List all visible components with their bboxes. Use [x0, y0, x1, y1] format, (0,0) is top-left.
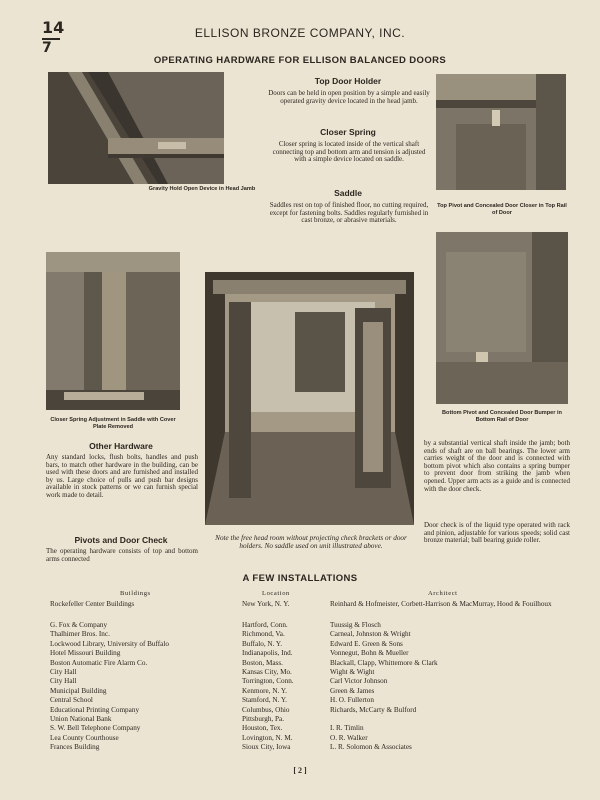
list-item: [330, 715, 560, 724]
text-closer-spring: Closer spring is located inside of the vertical shaft connecting top and bottom arm and tension is adjusted with a simple device located on saddle.: [272, 140, 426, 164]
text-pivots-door-check: The operating hardware consists of top and bottom arms connected: [46, 547, 198, 563]
list-item: Edward E. Green & Sons: [330, 639, 403, 648]
caption-gravity-hold: Gravity Hold Open Device in Head Jamb: [148, 186, 256, 192]
list-item: Houston, Tex.: [242, 724, 283, 733]
list-item: O. R. Walker: [330, 733, 368, 742]
list-item: Hotel Missouri Building: [50, 649, 121, 658]
list-item: Frances Building: [50, 743, 100, 752]
list-item: I. R. Timlin: [330, 724, 364, 733]
photo-center-doorway: [205, 272, 414, 525]
list-item: Indianapolis, Ind.: [242, 649, 293, 658]
text-right-continuation: by a substantial vertical shaft inside the jamb; both ends of shaft are on ball bearings. The lower arm carries weight of the door and is connected with bottom pivot which also contains a spring bumper to prevent door from striking the jamb when opened. Upper arm acts as a guide and is connected with the door check.: [424, 439, 570, 493]
list-item: Stamford, N. Y.: [242, 696, 287, 705]
list-item: Kansas City, Mo.: [242, 668, 292, 677]
heading-saddle: Saddle: [334, 188, 362, 198]
text-other-hardware: Any standard locks, flush bolts, handles and push bars, to match other hardware in the building, can be used with these doors and are furnished and installed by us. Large choice of pulls and push bar designs available in stock patterns or we can furnish special work made to detail.: [46, 453, 198, 499]
list-item: Torrington, Conn.: [242, 677, 294, 686]
list-item: H. O. Fullerton: [330, 696, 374, 705]
company-name: ELLISON BRONZE COMPANY, INC.: [194, 26, 406, 40]
list-item: Union National Bank: [50, 715, 112, 724]
caption-closer-spring-adjustment: Closer Spring Adjustment in Saddle with Cover Plate Removed: [50, 417, 176, 430]
list-item: Hartford, Conn.: [242, 621, 288, 629]
column-header-location: Location: [262, 590, 290, 597]
list-item: Buffalo, N. Y.: [242, 639, 282, 648]
column-header-buildings: Buildings: [120, 590, 151, 597]
page-title: OPERATING HARDWARE FOR ELLISON BALANCED DOORS: [153, 55, 447, 66]
rockefeller-building: Rockefeller Center Buildings: [50, 600, 135, 608]
rockefeller-location: New York, N. Y.: [242, 600, 290, 608]
list-item: Vonnegut, Bohn & Mueller: [330, 649, 409, 658]
list-item: City Hall: [50, 677, 77, 686]
list-item: Lea County Courthouse: [50, 733, 119, 742]
photo-bottom-pivot: [436, 232, 568, 404]
list-item: Green & James: [330, 686, 375, 695]
page-sub-number: 7: [42, 40, 52, 56]
list-item: Boston Automatic Fire Alarm Co.: [50, 658, 148, 667]
list-buildings: [50, 621, 240, 753]
list-item: Kenmore, N. Y.: [242, 686, 287, 695]
list-item: Blackall, Clapp, Whittemore & Clark: [330, 658, 438, 667]
column-header-architect: Architect: [428, 590, 458, 597]
list-item: Lovington, N. M.: [242, 733, 293, 742]
list-item: G. Fox & Company: [50, 621, 108, 629]
list-item: Lockwood Library, University of Buffalo: [50, 639, 169, 648]
rockefeller-architect: Reinhard & Hofmeister, Corbett-Harrison & MacMurray, Hood & Fouilhoux: [330, 600, 552, 608]
installations-title: A FEW INSTALLATIONS: [242, 573, 358, 584]
text-top-door-holder: Doors can be held in open position by a simple and easily operated gravity device located in the head jamb.: [268, 89, 430, 105]
list-item: Central School: [50, 696, 93, 705]
list-item: Richmond, Va.: [242, 630, 285, 639]
heading-pivots-door-check: Pivots and Door Check: [74, 535, 168, 545]
list-architects: [330, 621, 560, 753]
caption-center-photo: Note the free head room without projecting check brackets or door holders. No saddle used on unit illustrated above.: [215, 534, 407, 550]
heading-top-door-holder: Top Door Holder: [314, 76, 382, 86]
heading-other-hardware: Other Hardware: [89, 441, 153, 451]
page-number: 14: [42, 18, 65, 37]
list-item: L. R. Solomon & Associates: [330, 743, 412, 752]
list-item: Wight & Wight: [330, 668, 375, 677]
text-right-continuation-2: Door check is of the liquid type operated with rack and pinion, adjustable for various speeds; solid cast bronze material; ball bearing guide roller.: [424, 521, 570, 545]
caption-bottom-pivot: Bottom Pivot and Concealed Door Bumper in Bottom Rail of Door: [442, 410, 562, 423]
list-item: Boston, Mass.: [242, 658, 283, 667]
list-item: Educational Printing Company: [50, 705, 140, 714]
list-item: Richards, McCarty & Bulford: [330, 705, 417, 714]
list-locations: [242, 621, 332, 753]
list-item: Tuussig & Flosch: [330, 621, 381, 629]
list-item: Thalhimer Bros. Inc.: [50, 630, 110, 639]
page-footer: [ 2 ]: [293, 766, 307, 775]
list-item: S. W. Bell Telephone Company: [50, 724, 141, 733]
list-item: Pittsburgh, Pa.: [242, 715, 285, 724]
text-saddle: Saddles rest on top of finished floor, no cutting required, except for fastening bolts. Saddles regularly furnished in cast bronze, or abrasive materials.: [269, 201, 429, 225]
photo-gravity-hold: [48, 72, 224, 184]
photo-top-pivot: [436, 74, 566, 190]
list-item: Carneal, Johnston & Wright: [330, 630, 411, 639]
list-item: Municipal Building: [50, 686, 107, 695]
list-item: City Hall: [50, 668, 77, 677]
heading-closer-spring: Closer Spring: [320, 127, 376, 137]
list-item: Columbus, Ohio: [242, 705, 290, 714]
photo-closer-spring-adjustment: [46, 252, 180, 410]
caption-top-pivot: Top Pivot and Concealed Door Closer in Top Rail of Door: [437, 203, 567, 216]
list-item: Carl Victor Johnson: [330, 677, 388, 686]
list-item: Sioux City, Iowa: [242, 743, 291, 752]
